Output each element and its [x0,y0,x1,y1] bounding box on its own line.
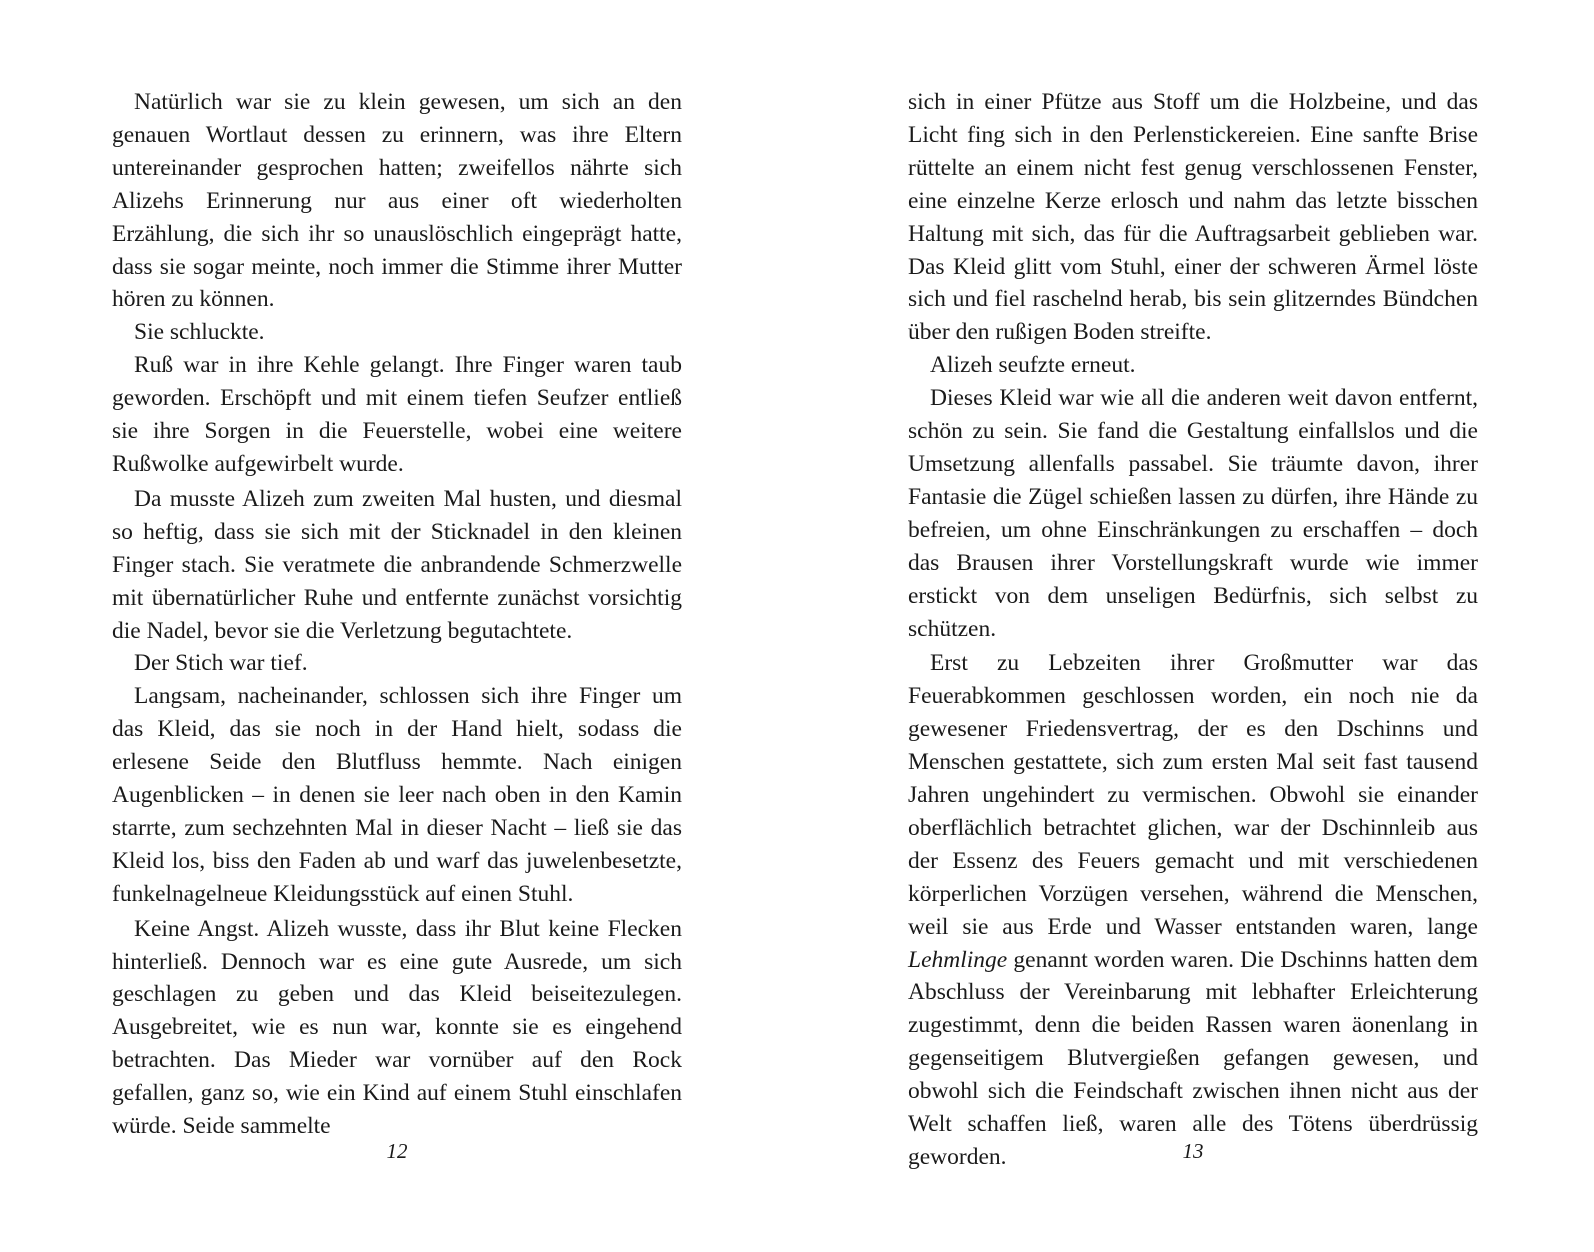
paragraph [908,647,1478,1174]
paragraph-text: genannt worden waren. Die Dschinns hatten dem Abschluss der Vereinbarung mit lebhafter Erleichterung zugestimmt, denn die beiden Rassen waren äonenlang in gegenseitigem Blutvergießen gefangen gewesen, und obwohl sich die Feindschaft zwischen ihnen nicht aus der Welt schaffen ließ, waren alle des Tötens überdrüssig geworden. [908,946,1479,1170]
right-page-text [908,86,1478,1174]
paragraph: Langsam, nacheinander, schlossen sich ihre Finger um das Kleid, das sie noch in der Hand hielt, sodass die erlesene Seide den Blutfluss hemmte. Nach einigen Augenblicken – in denen sie leer nach oben in den Kamin starrte, zum sechzehnten Mal in dieser Nacht – ließ sie das Kleid los, biss den Faden ab und warf das juwelenbesetzte, funkelnagelneue Kleidungsstück auf einen Stuhl. [112,683,682,907]
paragraph: sich in einer Pfütze aus Stoff um die Holzbeine, und das Licht fing sich in den Perlenstickereien. Eine sanfte Brise rüttelte an einem nicht fest genug verschlossenen Fenster, eine einzelne Kerze erlosch und nahm das letzte bisschen Haltung mit sich, das für die Auftragsarbeit geblieben war. Das Kleid glitt vom Stuhl, einer der schweren Ärmel löste sich und fiel raschelnd herab, bis sein glitzerndes Bündchen über den rußigen Boden streifte. [908,89,1478,346]
paragraph: Sie schluckte. [134,319,265,346]
paragraph: Ruß war in ihre Kehle gelangt. Ihre Finger waren taub geworden. Erschöpft und mit einem tiefen Seufzer entließ sie ihre Sorgen in die Feuerstelle, wobei eine weitere Rußwolke aufgewirbelt wurde. [112,352,682,477]
left-page-text [112,86,682,1143]
paragraph: Natürlich war sie zu klein gewesen, um sich an den genauen Wortlaut dessen zu erinnern, was ihre Eltern untereinander gesprochen hatten; zweifellos nährte sich Alizehs Erinnerung nur aus einer oft wiederholten Erzählung, die sich ihr so unauslöschlich eingeprägt hatte, dass sie sogar meinte, noch immer die Stimme ihrer Mutter hören zu können. [112,89,682,313]
paragraph: Da musste Alizeh zum zweiten Mal husten, und diesmal so heftig, dass sie sich mit der Sticknadel in den kleinen Finger stach. Sie veratmete die anbrandende Schmerzwelle mit übernatürlicher Ruhe und entfernte zunächst vorsichtig die Nadel, bevor sie die Verletzung begutachtete. [112,485,682,644]
paragraph: Alizeh seufzte erneut. [930,352,1136,379]
page-number-right: 13 [1182,1139,1204,1163]
right-page [908,86,1478,1174]
page-number-left: 12 [386,1139,408,1163]
italic-term: Lehmlinge [908,946,1008,973]
paragraph: Keine Angst. Alizeh wusste, dass ihr Blut keine Flecken hinterließ. Dennoch war es eine gute Ausrede, um sich geschlagen zu geben und das Kleid beiseitezulegen. Ausgebreitet, wie es nun war, konnte sie es eingehend betrachten. Das Mieder war vornüber auf den Rock gefallen, ganz so, wie ein Kind auf einem Stuhl einschlafen würde. Seide sammelte [112,915,682,1140]
paragraph-text: Erst zu Lebzeiten ihrer Großmutter war das Feuerabkommen geschlossen worden, ein noch nie da gewesener Friedensvertrag, der es den Dschinns und Menschen gestattete, sich zum ersten Mal seit fast tausend Jahren ungehindert zu vermischen. Obwohl sie einander oberflächlich betrachtet glichen, war der Dschinnleib aus der Essenz des Feuers gemacht und mit verschiedenen körperlichen Vorzügen versehen, während die Menschen, weil sie aus Erde und Wasser entstanden waren, lange [908,650,1478,940]
paragraph: Dieses Kleid war wie all die anderen weit davon entfernt, schön zu sein. Sie fand die Gestaltung einfallslos und die Umsetzung allenfalls passabel. Sie träumte davon, ihrer Fantasie die Zügel schießen lassen zu dürfen, ihre Hände zu befreien, um ohne Einschränkungen zu erschaffen – doch das Brausen ihrer Vorstellungskraft wurde wie immer erstickt von dem unseligen Bedürfnis, sich selbst zu schützen. [908,385,1478,642]
paragraph: Der Stich war tief. [134,650,308,677]
left-page [112,86,682,1143]
